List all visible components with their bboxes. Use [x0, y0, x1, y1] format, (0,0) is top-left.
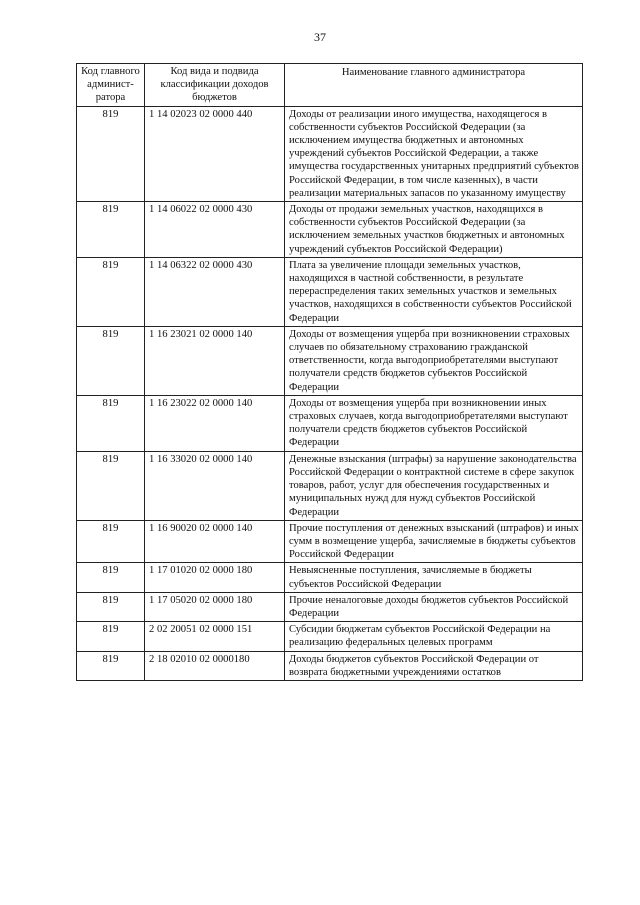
table-row	[77, 563, 583, 592]
table-header	[77, 64, 583, 107]
admin-name-cell: Доходы от реализации иного имущества, находящегося в собственности субъектов Российской Федерации (за исключением имущества бюджетных и автономных учреждений субъектов Российской Федерации, а также имущества государственных унитарных предприятий субъектов Российской Федерации, в том числе казенных), в части реализации материальных запасов по указанному имуществу	[285, 106, 583, 201]
table-row	[77, 651, 583, 680]
classification-code-cell: 1 16 23022 02 0000 140	[145, 395, 285, 451]
admin-name-cell: Доходы от продажи земельных участков, находящихся в собственности субъектов Российской Федерации (за исключением земельных участков бюджетных и автономных учреждений субъектов Российской Федерации)	[285, 202, 583, 258]
table-row	[77, 106, 583, 201]
admin-code-cell: 819	[77, 257, 145, 326]
classification-code-cell: 1 16 90020 02 0000 140	[145, 520, 285, 563]
admin-code-cell: 819	[77, 326, 145, 395]
admin-name-cell: Доходы бюджетов субъектов Российской Федерации от возврата бюджетными учреждениями остатков	[285, 651, 583, 680]
admin-name-cell: Доходы от возмещения ущерба при возникновении иных страховых случаев, когда выгодоприобретателями выступают получатели средств бюджетов субъектов Российской Федерации	[285, 395, 583, 451]
table-body	[77, 106, 583, 680]
admin-code-cell: 819	[77, 202, 145, 258]
header-admin-name: Наименование главного администратора	[285, 64, 583, 107]
classification-code-cell: 1 17 01020 02 0000 180	[145, 563, 285, 592]
table-row	[77, 257, 583, 326]
classification-code-cell: 2 02 20051 02 0000 151	[145, 622, 285, 651]
admin-code-cell: 819	[77, 651, 145, 680]
admin-code-cell: 819	[77, 622, 145, 651]
admin-name-cell: Субсидии бюджетам субъектов Российской Федерации на реализацию федеральных целевых программ	[285, 622, 583, 651]
admin-code-cell: 819	[77, 592, 145, 621]
classification-code-cell: 1 14 06022 02 0000 430	[145, 202, 285, 258]
classification-code-cell: 1 14 06322 02 0000 430	[145, 257, 285, 326]
admin-code-cell: 819	[77, 451, 145, 520]
header-classification-code: Код вида и подвида классификации доходов бюджетов	[145, 64, 285, 107]
classification-code-cell: 1 14 02023 02 0000 440	[145, 106, 285, 201]
admin-code-cell: 819	[77, 395, 145, 451]
admin-name-cell: Плата за увеличение площади земельных участков, находящихся в частной собственности, в результате перераспределения таких земельных участков и земельных участков, находящихся в собственности субъектов Российской Федерации	[285, 257, 583, 326]
admin-code-cell: 819	[77, 106, 145, 201]
revenue-admin-table	[76, 63, 583, 681]
classification-code-cell: 1 17 05020 02 0000 180	[145, 592, 285, 621]
classification-code-cell: 1 16 23021 02 0000 140	[145, 326, 285, 395]
admin-name-cell: Невыясненные поступления, зачисляемые в бюджеты субъектов Российской Федерации	[285, 563, 583, 592]
admin-name-cell: Прочие поступления от денежных взысканий (штрафов) и иных сумм в возмещение ущерба, зачисляемые в бюджеты субъектов Российской Федерации	[285, 520, 583, 563]
admin-code-cell: 819	[77, 520, 145, 563]
header-admin-code: Код главного админист-ратора	[77, 64, 145, 107]
table-row	[77, 202, 583, 258]
admin-name-cell: Прочие неналоговые доходы бюджетов субъектов Российской Федерации	[285, 592, 583, 621]
table-row	[77, 326, 583, 395]
admin-code-cell: 819	[77, 563, 145, 592]
table-row	[77, 520, 583, 563]
page-number: 37	[314, 30, 326, 44]
table-header-row	[77, 64, 583, 107]
table-row	[77, 592, 583, 621]
classification-code-cell: 2 18 02010 02 0000180	[145, 651, 285, 680]
table-row	[77, 622, 583, 651]
classification-code-cell: 1 16 33020 02 0000 140	[145, 451, 285, 520]
admin-name-cell: Доходы от возмещения ущерба при возникновении страховых случаев по обязательному страхованию гражданской ответственности, когда выгодоприобретателями выступают получатели средств бюджетов субъектов Российской Федерации	[285, 326, 583, 395]
table-row	[77, 451, 583, 520]
admin-name-cell: Денежные взыскания (штрафы) за нарушение законодательства Российской Федерации о контрактной системе в сфере закупок товаров, работ, услуг для обеспечения государственных и муниципальных нужд для нужд субъектов Российской Федерации	[285, 451, 583, 520]
table-row	[77, 395, 583, 451]
